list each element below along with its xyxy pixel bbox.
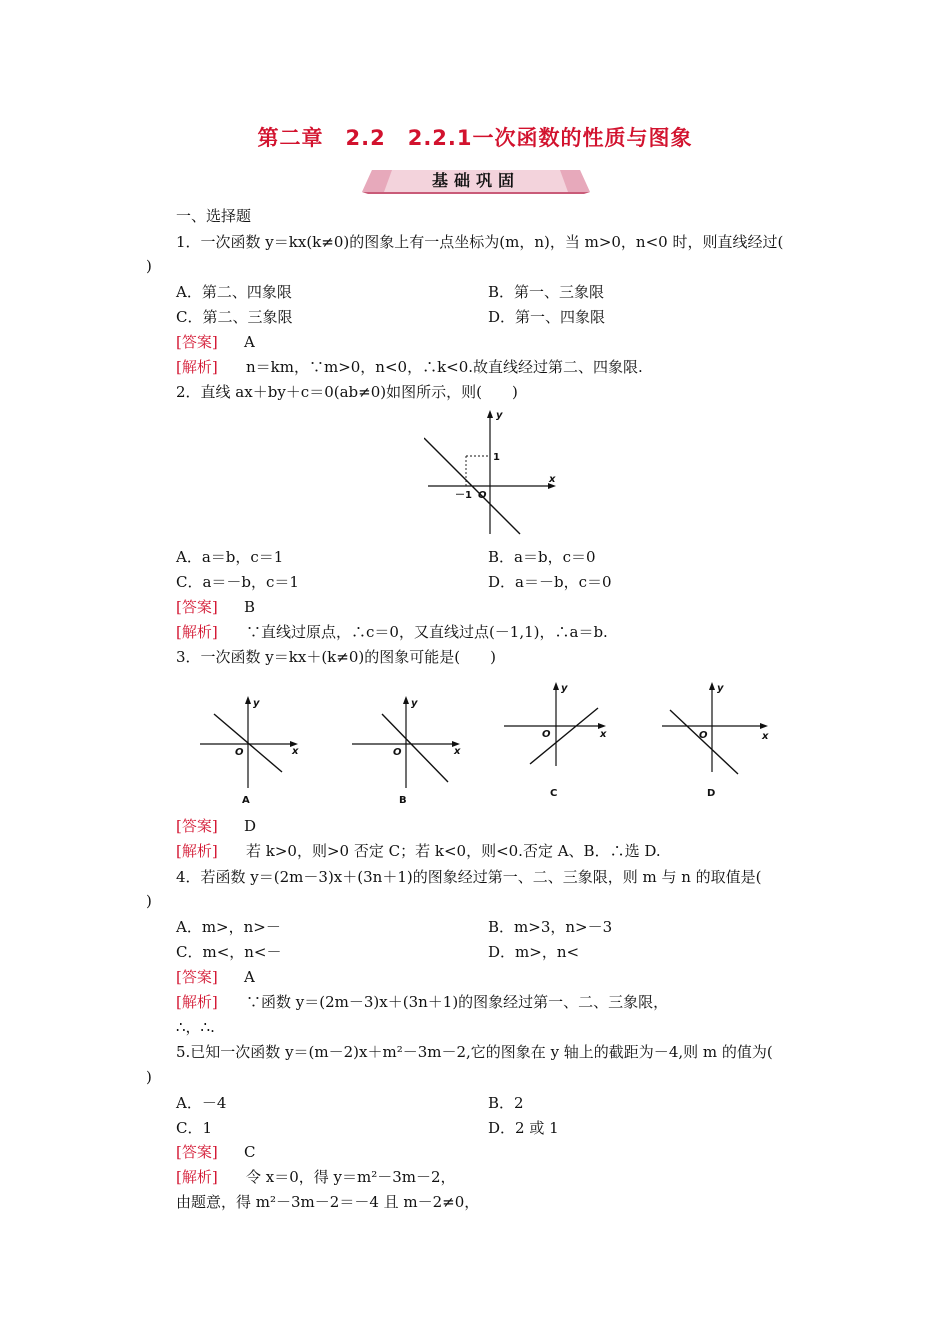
page-title: 第二章 2.2 2.2.1一次函数的性质与图象 — [257, 126, 693, 150]
q2-figure — [424, 404, 564, 538]
q1-explanation: n＝km，∵m>0，n<0，∴k<0.故直线经过第二、四象限. — [246, 358, 643, 376]
q3c-y-label: y — [561, 683, 568, 694]
q4-explanation-2: ∴，∴. — [176, 1018, 215, 1036]
q3b-y-arrow — [403, 696, 409, 704]
q5-option-b: B．2 — [488, 1094, 524, 1112]
q2-x-label: x — [549, 474, 556, 485]
q1-option-a: A．第二、四象限 — [176, 283, 292, 301]
q5-explain-tag: [解析] — [176, 1168, 218, 1186]
q3b-letter: B — [399, 795, 407, 806]
q1-answer-tag: [答案] — [176, 333, 218, 351]
q3b-line — [382, 714, 448, 782]
q5-option-d: D．2 或 1 — [488, 1119, 559, 1137]
q2-tick-y-label: 1 — [493, 452, 500, 463]
q4-answer: A — [244, 968, 255, 986]
q3-figure-b — [348, 692, 466, 808]
q3a-letter: A — [242, 795, 250, 806]
q3-figure-c — [500, 676, 614, 800]
q3c-letter: C — [550, 788, 558, 799]
q1-stem: 1．一次函数 y＝kx(k≠0)的图象上有一点坐标为(m，n)，当 m>0，n<0 时，则直线经过( — [176, 233, 784, 251]
q3d-origin-label: O — [699, 730, 708, 741]
q5-option-a: A．－4 — [176, 1094, 227, 1112]
q5-answer: C — [244, 1143, 256, 1161]
q2-tick-x-label: －1 — [455, 490, 472, 501]
q4-option-b: B．m>3，n>－3 — [488, 918, 613, 936]
q3a-origin-label: O — [235, 747, 244, 758]
q3d-x-label: x — [762, 731, 769, 742]
q5-explanation: 令 x＝0，得 y＝m²－3m－2， — [246, 1168, 456, 1186]
q2-y-label: y — [496, 410, 503, 421]
q5-stem-close: ) — [146, 1068, 152, 1086]
q3d-line — [670, 710, 738, 774]
q4-option-a: A．m>，n>－ — [176, 918, 281, 936]
q3-explain-tag: [解析] — [176, 842, 218, 860]
q3c-line — [530, 708, 598, 764]
q4-stem-close: ) — [146, 892, 152, 910]
q4-explain-tag: [解析] — [176, 993, 218, 1011]
q3a-y-arrow — [245, 696, 251, 704]
q2-answer: B — [244, 598, 256, 616]
q4-option-c: C．m<，n<－ — [176, 943, 282, 961]
banner-label: 基础巩固 — [431, 171, 520, 190]
q2-option-c: C．a＝－b，c＝1 — [176, 573, 299, 591]
q4-answer-tag: [答案] — [176, 968, 218, 986]
q4-stem: 4．若函数 y＝(2m－3)x＋(3n＋1)的图象经过第一、二、三象限，则 m 与 n 的取值是( — [176, 868, 762, 886]
q2-y-arrow — [487, 410, 493, 418]
q2-explain-tag: [解析] — [176, 623, 218, 641]
q3c-origin-label: O — [542, 729, 551, 740]
q4-explanation: ∵函数 y＝(2m－3)x＋(3n＋1)的图象经过第一、二、三象限， — [246, 993, 669, 1011]
q1-explain-tag: [解析] — [176, 358, 218, 376]
q5-answer-tag: [答案] — [176, 1143, 218, 1161]
q3c-y-arrow — [553, 682, 559, 690]
q1-stem-close: ) — [146, 257, 152, 275]
q4-option-d: D．m>，n< — [488, 943, 580, 961]
q3-stem: 3．一次函数 y＝kx＋(k≠0)的图象可能是( ) — [176, 648, 496, 666]
q5-explanation-2: 由题意，得 m²－3m－2＝－4 且 m－2≠0， — [176, 1193, 480, 1211]
q2-option-b: B．a＝b，c＝0 — [488, 548, 596, 566]
q3b-origin-label: O — [393, 747, 402, 758]
q3d-y-arrow — [709, 682, 715, 690]
q3-answer: D — [244, 817, 257, 835]
q3-figure-d — [658, 676, 774, 802]
q2-stem: 2．直线 ax＋by＋c＝0(ab≠0)如图所示，则( ) — [176, 383, 518, 401]
q3a-x-label: x — [292, 746, 299, 757]
q3d-letter: D — [707, 788, 716, 799]
q2-answer-tag: [答案] — [176, 598, 218, 616]
q3a-y-label: y — [253, 698, 260, 709]
q3d-y-label: y — [717, 683, 724, 694]
q3-explanation: 若 k>0，则>0 否定 C；若 k<0，则<0.否定 A、B．∴选 D. — [246, 842, 661, 860]
q5-option-c: C．1 — [176, 1119, 213, 1137]
q3d-x-arrow — [760, 723, 768, 729]
q2-option-a: A．a＝b，c＝1 — [176, 548, 284, 566]
q3-answer-tag: [答案] — [176, 817, 218, 835]
q1-option-b: B．第一、三象限 — [488, 283, 605, 301]
q5-stem: 5.已知一次函数 y＝(m－2)x＋m²－3m－2,它的图象在 y 轴上的截距为－4,则 m 的值为( — [176, 1043, 773, 1061]
q3c-x-label: x — [600, 729, 607, 740]
q2-origin-label: O — [478, 490, 487, 501]
q1-option-d: D．第一、四象限 — [488, 308, 606, 326]
q1-option-c: C．第二、三象限 — [176, 308, 293, 326]
q3b-x-label: x — [454, 746, 461, 757]
section-heading: 一、选择题 — [176, 207, 252, 225]
q3b-y-label: y — [411, 698, 418, 709]
q1-answer: A — [244, 333, 255, 351]
q2-option-d: D．a＝－b，c＝0 — [488, 573, 612, 591]
q2-explanation: ∵直线过原点，∴c＝0，又直线过点(－1,1)，∴a＝b. — [246, 623, 608, 641]
q3-figure-a — [196, 692, 308, 808]
